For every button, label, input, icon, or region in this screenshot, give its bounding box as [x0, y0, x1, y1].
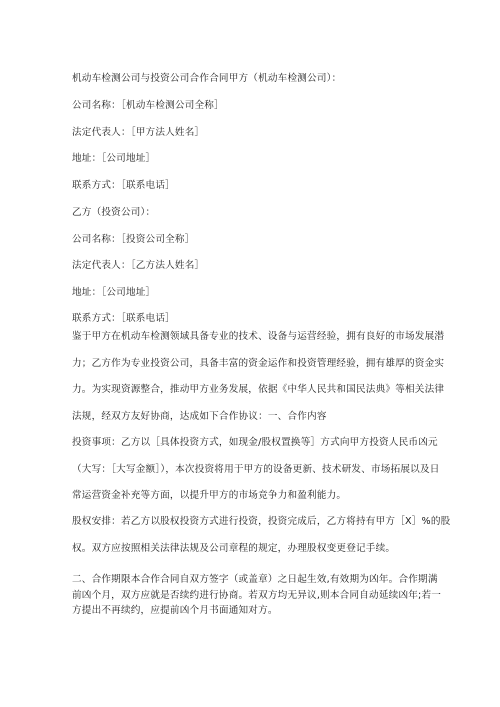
recitals-line: 力。为实现资源整合，推动甲方业务发展，依据《中华人民共和国民法典》等相关法律: [72, 384, 445, 395]
term-line: 二、合作期限本合作合同自双方签字（或盖章）之日起生效,有效期为凶年。合作期满: [72, 574, 438, 585]
equity-line: 权。双方应按照相关法律法规及公司章程的规定，办理股权变更登记手续。: [72, 542, 396, 554]
recitals-line: 法规，经双方友好协商，达成如下合作协议：一、合作内容: [72, 410, 327, 422]
party-a-contact: 联系方式：［联系电话］: [72, 180, 175, 191]
investment-paragraph: [72, 433, 438, 513]
term-paragraph: [72, 572, 442, 619]
recitals-paragraph: [72, 327, 445, 433]
investment-line: 常运营资金补充等方面，以提升甲方的市场竞争力和盈利能力。: [72, 490, 347, 501]
term-line: 方提出不再续约，应提前凶个月书面通知对方。: [72, 605, 278, 616]
recitals-line: 鉴于甲方在机动车检测领域具备专业的技术、设备与运营经验，拥有良好的市场发展潜: [72, 331, 445, 342]
party-b-address: 地址：［公司地址］: [72, 287, 156, 298]
party-b-representative: 法定代表人：［乙方法人姓名］: [72, 260, 205, 271]
party-b-contact: 联系方式：［联系电话］: [72, 313, 175, 324]
party-a-address: 地址：［公司地址］: [72, 153, 156, 164]
document-title: 机动车检测公司与投资公司合作合同甲方（机动车检测公司）：: [72, 73, 342, 84]
party-b-heading: 乙方（投资公司）：: [72, 207, 156, 218]
party-a-representative: 法定代表人：［甲方法人姓名］: [72, 127, 205, 138]
equity-paragraph: [72, 512, 451, 565]
equity-line: 股权安排：若乙方以股权投资方式进行投资，投资完成后，乙方将持有甲方［X］%的股: [72, 516, 451, 527]
party-b-company: 公司名称：［投资公司全称］: [72, 234, 195, 245]
party-a-company: 公司名称：［机动车检测公司全称］: [72, 100, 224, 111]
investment-line: （大写：［大写金额］），本次投资将用于甲方的设备更新、技术研发、市场拓展以及日: [72, 463, 440, 475]
investment-line: 投资事项：乙方以［具体投资方式，如现金/股权置换等］方式向甲方投资人民币凶元: [72, 437, 438, 448]
term-line: 前凶个月，双方应就是否续约进行协商。若双方均无异议,则本合同自动延续凶年;若一: [72, 589, 442, 601]
recitals-line: 力；乙方作为专业投资公司，具备丰富的资金运作和投资管理经验，拥有雄厚的资金实: [72, 357, 445, 369]
